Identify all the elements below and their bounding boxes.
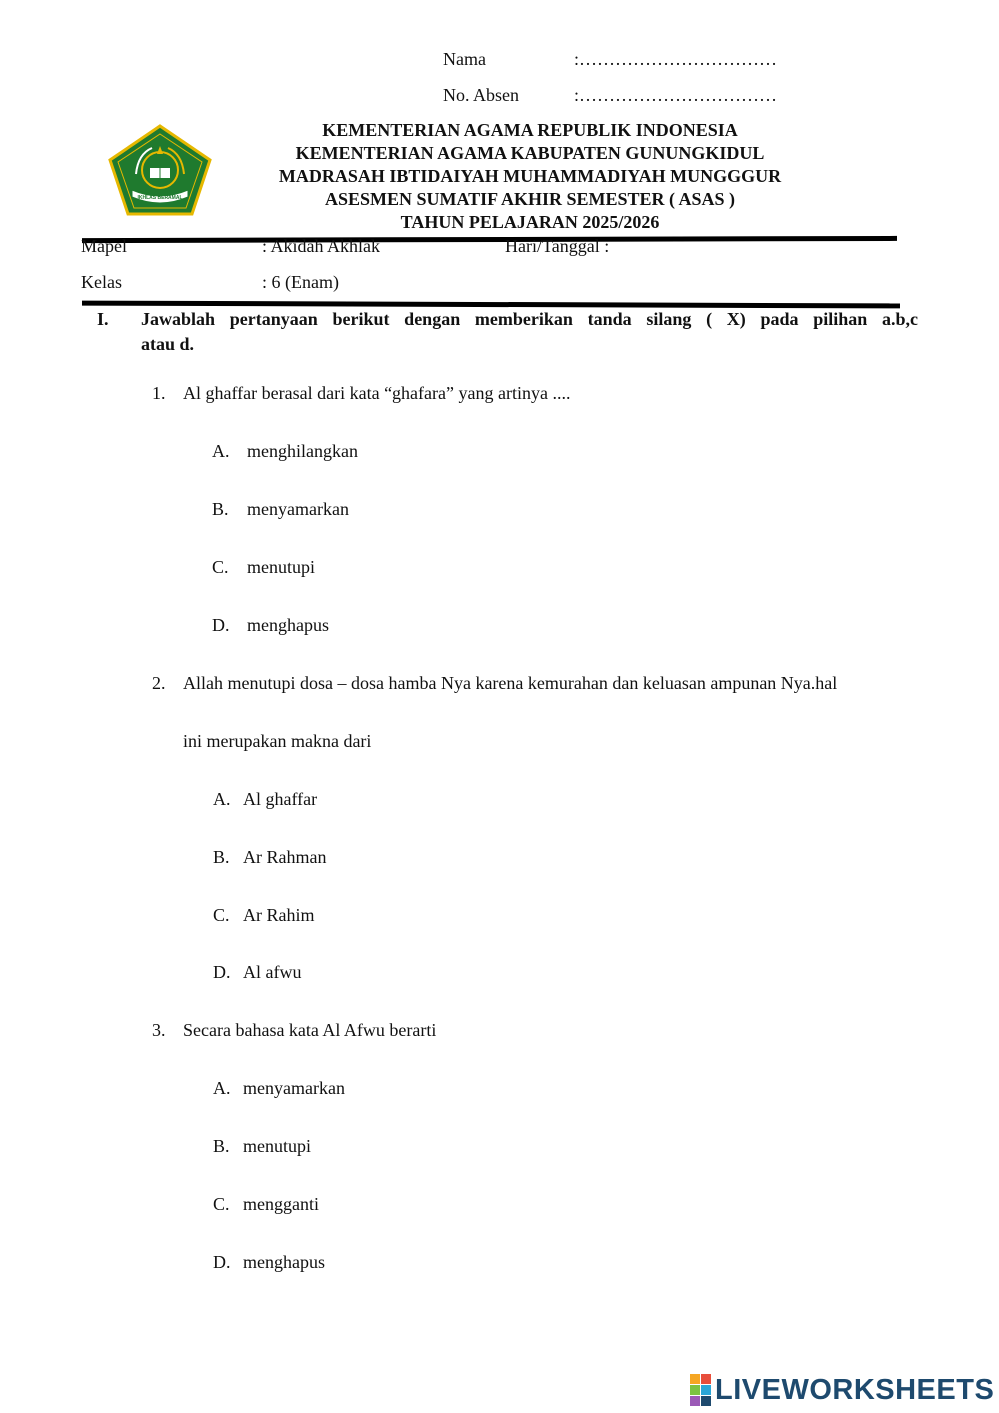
question-text-continued: ini merupakan makna dari xyxy=(183,731,372,751)
option-text[interactable]: menyamarkan xyxy=(243,1078,345,1098)
question-number: 2. xyxy=(152,673,166,693)
name-field[interactable]: :…………………………… xyxy=(574,49,778,69)
question-number: 1. xyxy=(152,383,166,403)
option-letter[interactable]: A. xyxy=(213,1078,231,1098)
info-divider xyxy=(82,301,900,309)
brand-name: LIVEWORKSHEETS xyxy=(715,1373,995,1406)
question-number: 3. xyxy=(152,1020,166,1040)
absen-field[interactable]: :…………………………… xyxy=(574,85,778,105)
option-text[interactable]: Ar Rahim xyxy=(243,905,315,925)
tanggal-label: Hari/Tanggal : xyxy=(505,236,610,256)
question-text: Allah menutupi dosa – dosa hamba Nya karena kemurahan dan keluasan ampunan Nya.hal xyxy=(183,673,838,693)
option-text[interactable]: menyamarkan xyxy=(247,499,349,519)
option-letter[interactable]: B. xyxy=(212,499,229,519)
option-letter[interactable]: A. xyxy=(213,789,231,809)
instruction-line-1: Jawablah pertanyaan berikut dengan memberikan tanda silang ( X) pada pilihan a.b,c xyxy=(141,309,918,329)
option-text[interactable]: menghilangkan xyxy=(247,441,358,461)
instruction-line-2: atau d. xyxy=(141,334,195,354)
liveworksheets-logo-icon xyxy=(690,1374,711,1406)
name-label: Nama xyxy=(443,49,486,69)
option-text[interactable]: Al ghaffar xyxy=(243,789,318,809)
option-text[interactable]: menghapus xyxy=(247,615,329,635)
header-divider xyxy=(82,236,897,243)
option-letter[interactable]: A. xyxy=(212,441,230,461)
kelas-label: Kelas xyxy=(81,272,122,292)
absen-label: No. Absen xyxy=(443,85,519,105)
question-text: Secara bahasa kata Al Afwu berarti xyxy=(183,1020,437,1040)
logo-text: IKHLAS BERAMAL xyxy=(137,195,183,201)
option-text[interactable]: menutupi xyxy=(247,557,315,577)
option-text[interactable]: menutupi xyxy=(243,1136,311,1156)
option-text[interactable]: Al afwu xyxy=(243,962,302,982)
option-letter[interactable]: C. xyxy=(212,557,229,577)
mapel-label: Mapel xyxy=(81,236,127,256)
mapel-value: : Akidah Akhlak xyxy=(262,236,380,256)
option-letter[interactable]: D. xyxy=(212,615,230,635)
option-text[interactable]: Ar Rahman xyxy=(243,847,327,867)
option-letter[interactable]: D. xyxy=(213,962,231,982)
section-number: I. xyxy=(97,309,109,329)
header-line-3: MADRASAH IBTIDAIYAH MUHAMMADIYAH MUNGGGUR xyxy=(278,166,782,186)
option-letter[interactable]: B. xyxy=(213,1136,230,1156)
header-line-5: TAHUN PELAJARAN 2025/2026 xyxy=(400,212,660,232)
option-text[interactable]: mengganti xyxy=(243,1194,319,1214)
option-letter[interactable]: C. xyxy=(213,1194,230,1214)
question-text: Al ghaffar berasal dari kata “ghafara” yang artinya .... xyxy=(183,383,571,403)
liveworksheets-brand[interactable] xyxy=(690,1373,994,1407)
header-line-2: KEMENTERIAN AGAMA KABUPATEN GUNUNGKIDUL xyxy=(295,143,765,163)
kelas-value: : 6 (Enam) xyxy=(262,272,339,292)
option-letter[interactable]: D. xyxy=(213,1252,231,1272)
option-letter[interactable]: B. xyxy=(213,847,230,867)
header-line-4: ASESMEN SUMATIF AKHIR SEMESTER ( ASAS ) xyxy=(324,189,736,209)
option-letter[interactable]: C. xyxy=(213,905,230,925)
header-line-1: KEMENTERIAN AGAMA REPUBLIK INDONESIA xyxy=(322,120,738,140)
option-text[interactable]: menghapus xyxy=(243,1252,325,1272)
